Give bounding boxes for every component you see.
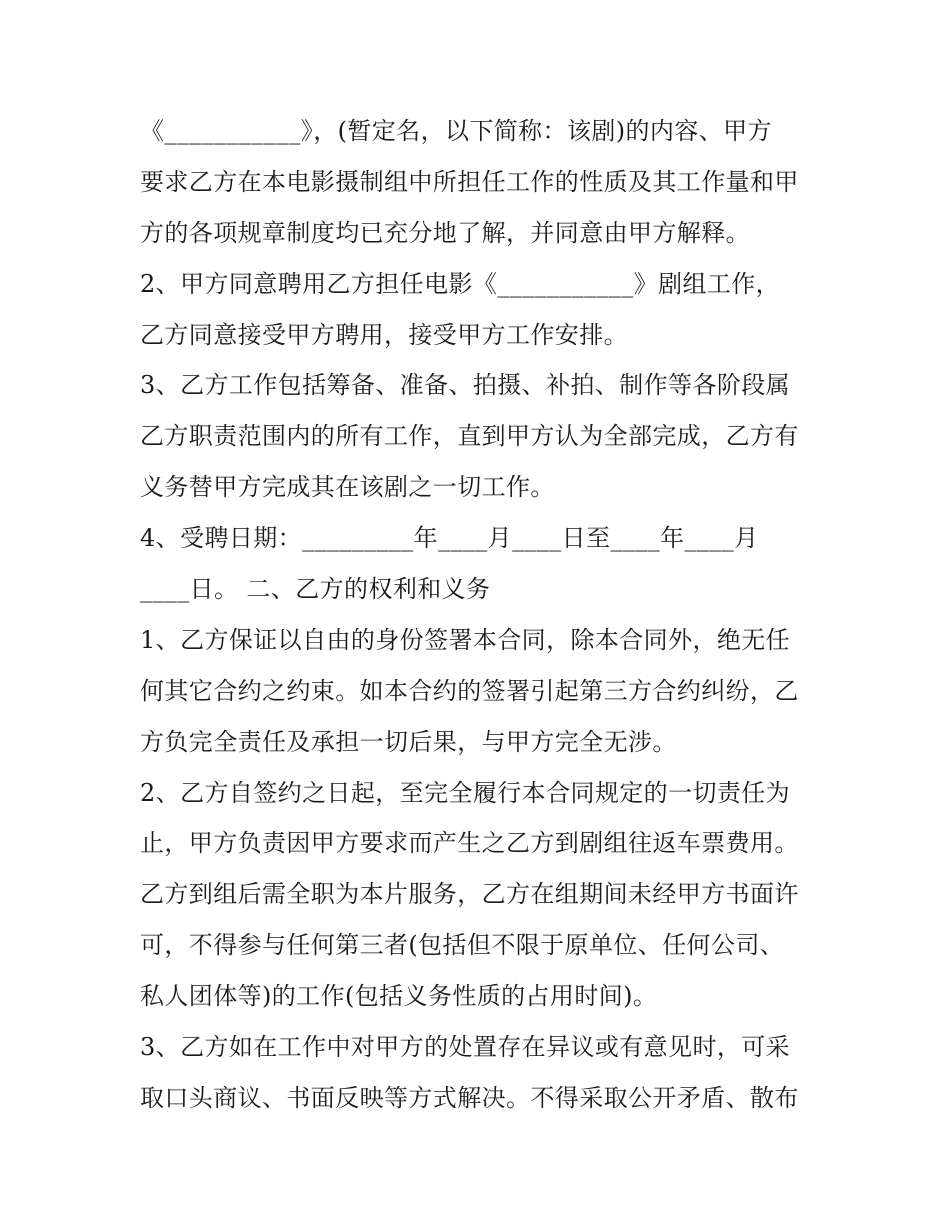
text-line: 可，不得参与任何第三者(包括但不限于原单位、任何公司、	[140, 931, 785, 960]
text-line: 乙方同意接受甲方聘用，接受甲方工作安排。	[140, 320, 628, 349]
text-line: 方负完全责任及承担一切后果，与甲方完全无涉。	[140, 727, 677, 756]
text-line: 取口头商议、书面反映等方式解决。不得采取公开矛盾、散布	[140, 1083, 799, 1112]
text-line: 3、乙方如在工作中对甲方的处置存在异议或有意见时，可采	[140, 1033, 791, 1062]
text-line: 2、乙方自签约之日起，至完全履行本合同规定的一切责任为	[140, 778, 791, 807]
text-line: 1、乙方保证以自由的身份签署本合同，除本合同外，绝无任	[140, 625, 791, 654]
text-line: ____日。 二、乙方的权利和义务	[140, 575, 491, 604]
text-line: 止，甲方负责因甲方要求而产生之乙方到剧组往返车票费用。	[140, 829, 799, 858]
text-line: 4、受聘日期：_________年____月____日至____年____月	[140, 524, 759, 553]
text-line: 3、乙方工作包括筹备、准备、拍摄、补拍、制作等各阶段属	[140, 371, 791, 400]
text-line: 《___________》，(暂定名，以下简称：该剧)的内容、甲方	[140, 117, 772, 145]
text-line: 何其它合约之约束。如本合约的签署引起第三方合约纠纷，乙	[140, 676, 799, 705]
text-line: 乙方到组后需全职为本片服务，乙方在组期间未经甲方书面许	[140, 880, 799, 909]
text-line: 要求乙方在本电影摄制组中所担任工作的性质及其工作量和甲	[140, 167, 799, 196]
text-line: 方的各项规章制度均已充分地了解，并同意由甲方解释。	[140, 218, 750, 247]
text-line: 私人团体等)的工作(包括义务性质的占用时间)。	[140, 982, 658, 1011]
text-line: 乙方职责范围内的所有工作，直到甲方认为全部完成，乙方有	[140, 422, 799, 451]
text-line: 2、甲方同意聘用乙方担任电影《___________》剧组工作，	[140, 269, 781, 298]
text-line: 义务替甲方完成其在该剧之一切工作。	[140, 473, 555, 502]
